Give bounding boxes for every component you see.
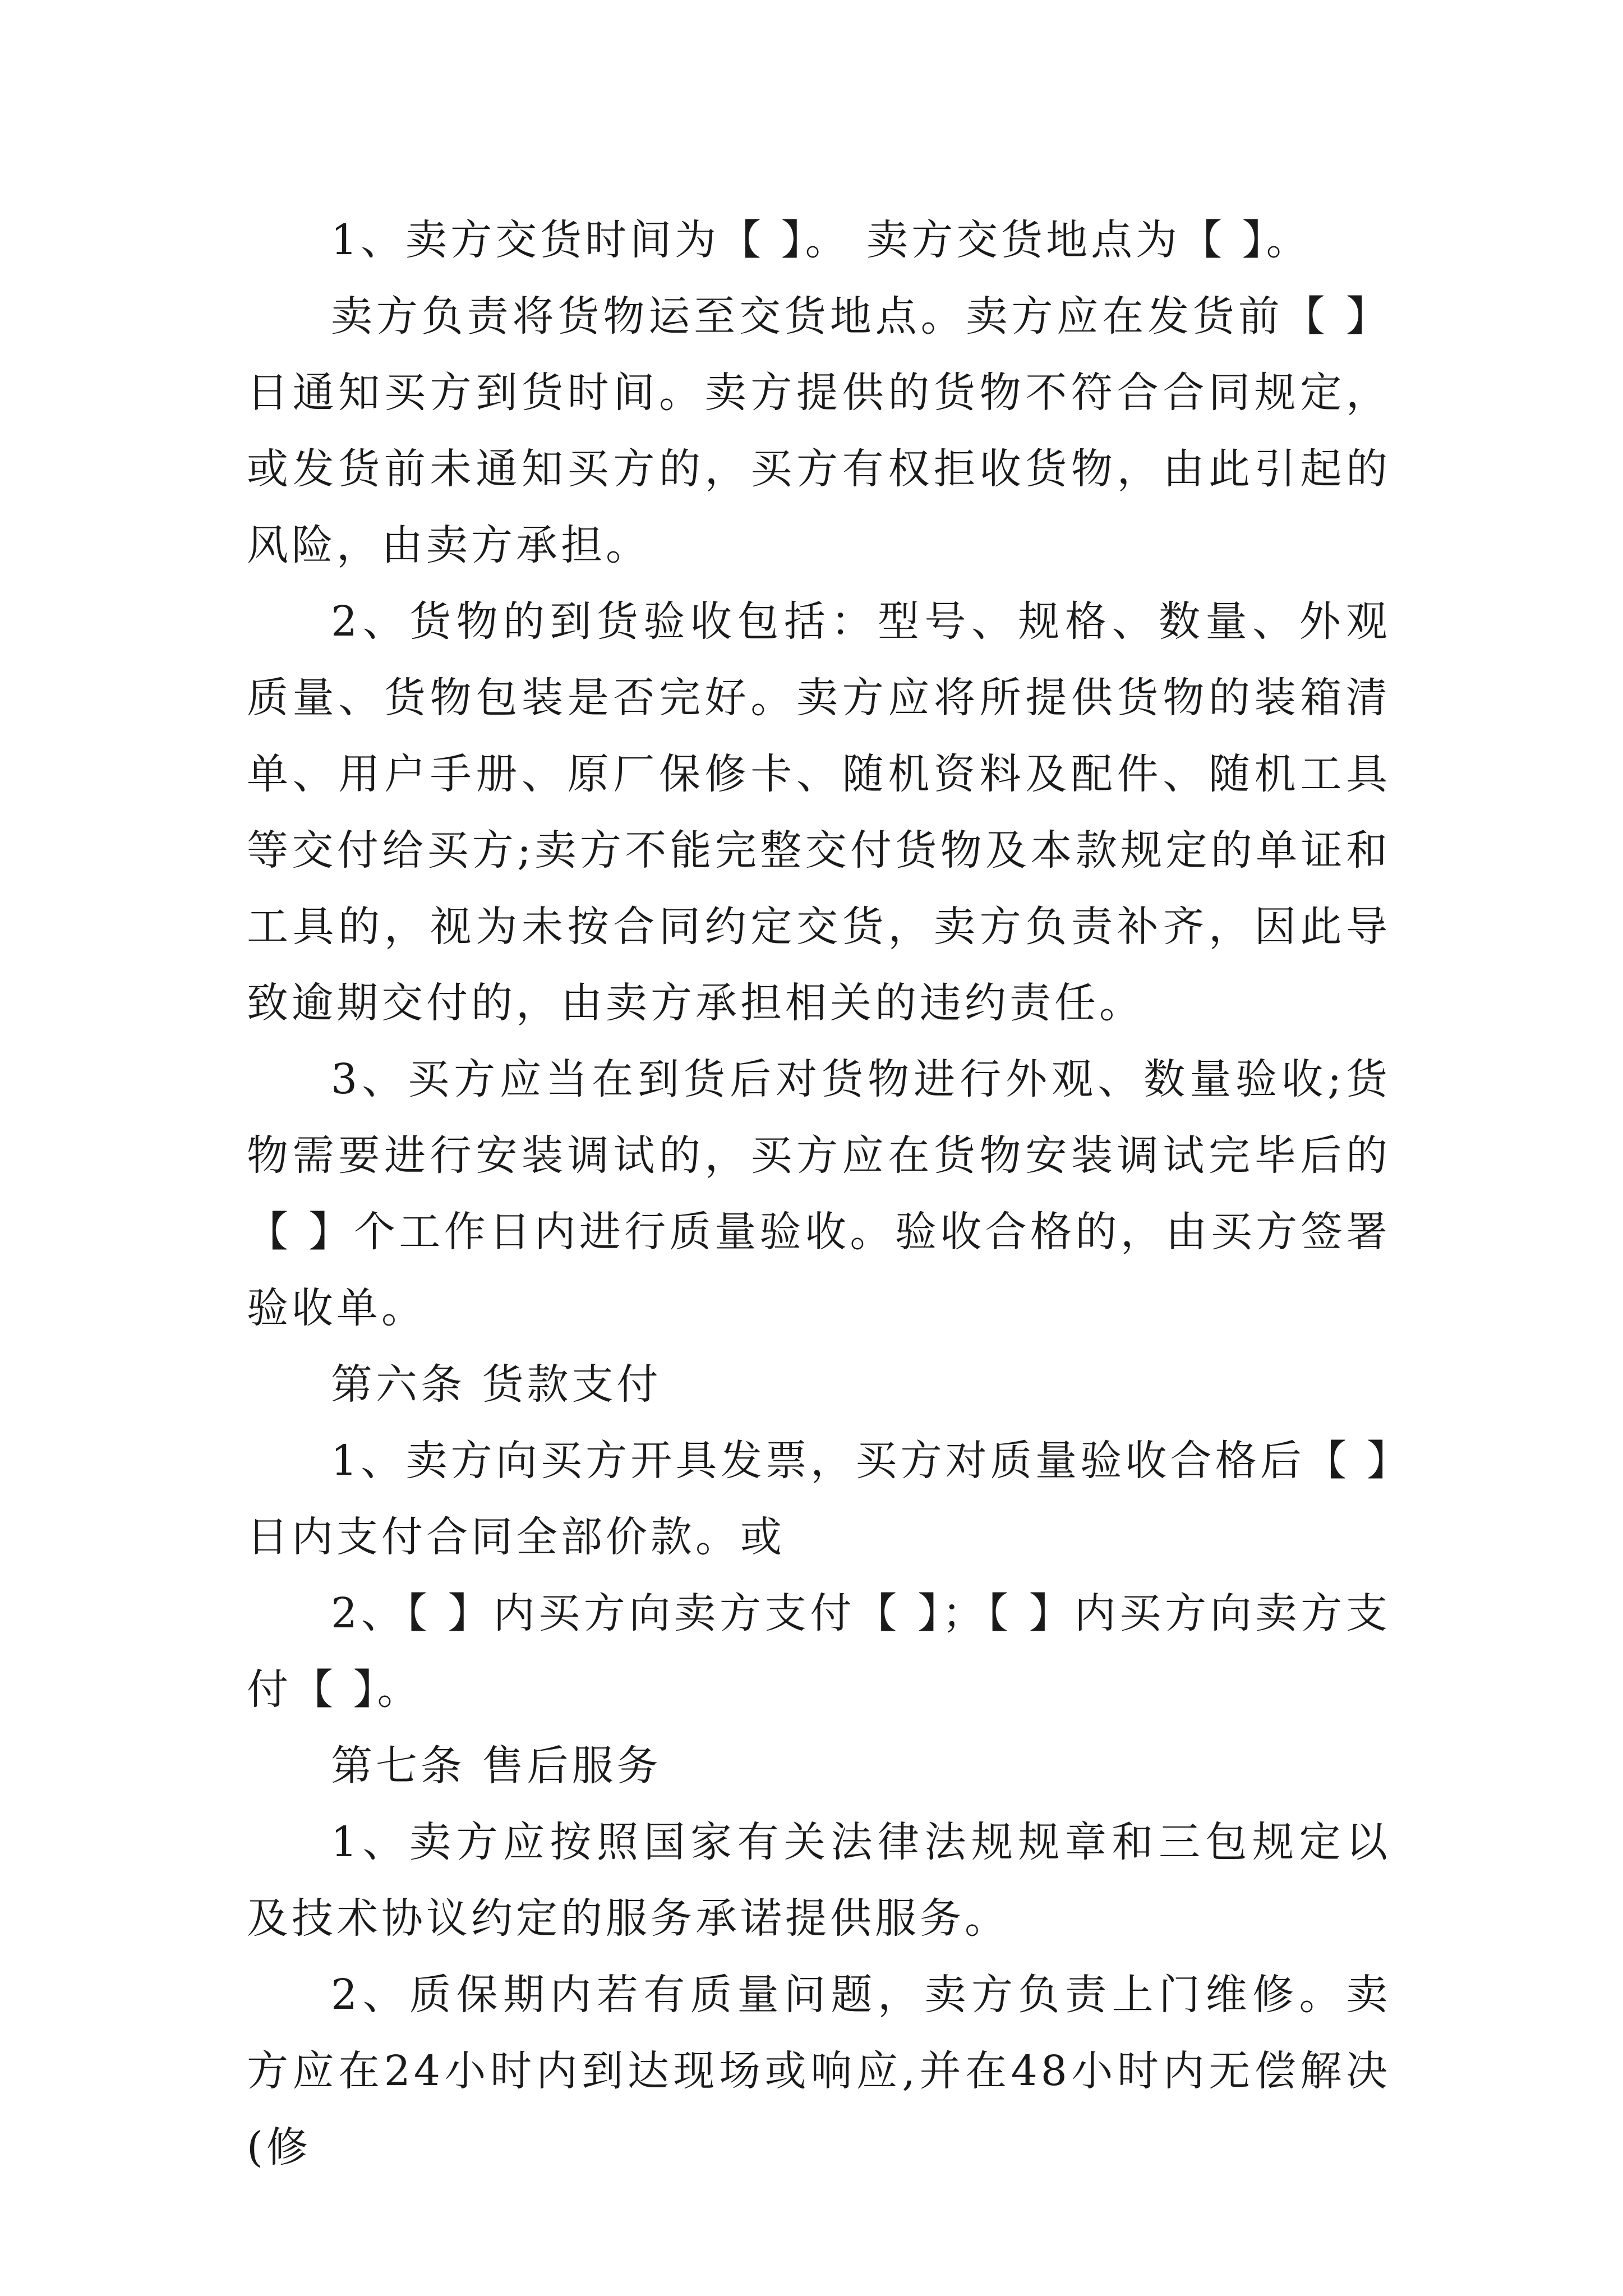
paragraph-buyer-acceptance: 3、买方应当在到货后对货物进行外观、数量验收;货物需要进行安装调试的，买方应在货物安装调试完毕后的【 】个工作日内进行质量验收。验收合格的，由买方签署验收单。 (247, 1055, 1391, 1332)
paragraph-payment-option-2: 2、【 】内买方向卖方支付【 】；【 】内买方向卖方支付【 】。 (247, 1589, 1391, 1714)
paragraph-payment-option-1: 1、卖方向买方开具发票，买方对质量验收合格后【 】日内支付合同全部价款。或 (247, 1437, 1391, 1561)
document-body (247, 202, 1391, 2185)
paragraph-arrival-inspection: 2、货物的到货验收包括：型号、规格、数量、外观质量、货物包装是否完好。卖方应将所提供货物的装箱清单、用户手册、原厂保修卡、随机资料及配件、随机工具等交付给买方;卖方不能完整交付货物及本款规定的单证和工具的，视为未按合同约定交货，卖方负责补齐，因此导致逾期交付的，由卖方承担相关的违约责任。 (247, 597, 1391, 1027)
paragraph-service-commitment: 1、卖方应按照国家有关法律法规规章和三包规定以及技术协议约定的服务承诺提供服务。 (247, 1818, 1391, 1943)
article-6-heading: 第六条 货款支付 (331, 1360, 662, 1409)
paragraph-warranty-repair: 2、质保期内若有质量问题，卖方负责上门维修。卖方应在24小时内到达现场或响应,并在48小时内无偿解决(修 (247, 1971, 1391, 2171)
paragraph-delivery-responsibility: 卖方负责将货物运至交货地点。卖方应在发货前【 】日通知买方到货时间。卖方提供的货物不符合合同规定，或发货前未通知买方的，买方有权拒收货物，由此引起的风险，由卖方承担。 (247, 292, 1391, 569)
paragraph-delivery-time-place: 1、卖方交货时间为【 】。 卖方交货地点为【 】。 (331, 216, 1311, 264)
article-7-heading: 第七条 售后服务 (331, 1742, 662, 1790)
